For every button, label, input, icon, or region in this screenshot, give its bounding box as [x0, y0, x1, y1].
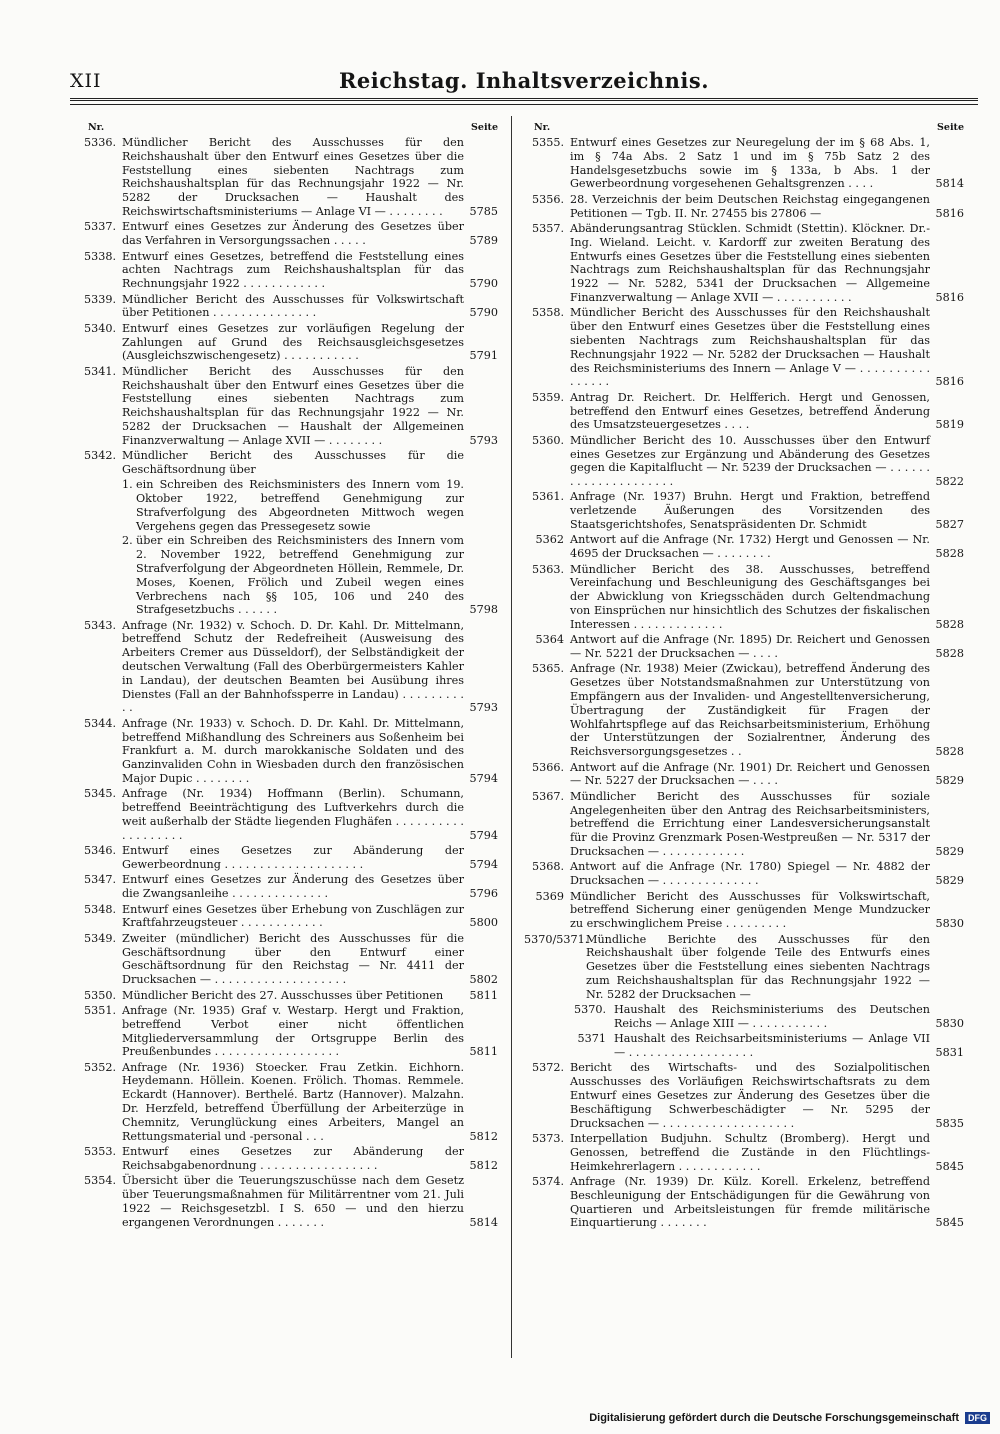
- entry-title: Anfrage (Nr. 1933) v. Schoch. D. Dr. Kahl. Dr. Mittelmann, betreffend Mißhandlung des Schreiners aus Soßenheim bei Frankfurt a. M. durch marokkanische Soldaten und des Ganzinvaliden Cohn in Wiesbaden durch den französischen Major Dupic . . . . . . . .: [122, 716, 464, 785]
- entry-number: 5352.: [83, 1060, 116, 1074]
- entry-title: Antwort auf die Anfrage (Nr. 1895) Dr. Reichert und Genossen — Nr. 5221 der Drucksachen — . . . .: [570, 633, 930, 661]
- entry-page: 5828: [935, 647, 964, 661]
- entry-page: 5830: [935, 917, 964, 931]
- toc-entry: [78, 787, 498, 842]
- entry-title: Antwort auf die Anfrage (Nr. 1780) Spiegel — Nr. 4882 der Drucksachen — . . . . . . . . . . . . . .: [570, 860, 930, 888]
- toc-entry: [524, 1175, 964, 1230]
- entry-number: 5362: [535, 533, 564, 547]
- entry-page: 5785: [469, 204, 498, 218]
- entry-number: 5338.: [83, 249, 116, 263]
- toc-entry: [524, 533, 964, 561]
- page-header: [70, 68, 978, 98]
- entry-page: 5828: [935, 745, 964, 759]
- sub-item-marker: 1.: [122, 478, 133, 492]
- entry-title: Entwurf eines Gesetzes zur Abänderung der Gewerbeordnung . . . . . . . . . . . . . . . . . . . .: [122, 844, 464, 871]
- entry-page: 5793: [469, 701, 498, 715]
- entry-title: Entwurf eines Gesetzes zur Änderung des Gesetzes über das Verfahren in Versorgungssachen . . . . .: [122, 220, 464, 248]
- toc-entry: [524, 222, 964, 305]
- toc-entry: [78, 1174, 498, 1229]
- entry-title: Mündliche Berichte des Ausschusses für den Reichshaushalt über folgende Teile des Entwurfs eines Gesetzes über die Feststellung eines siebenten Nachtrags zum Reichshaushaltsplan für das Rechnungsjahr 1922 — Nr. 5282 der Drucksachen —: [586, 932, 930, 1001]
- entry-number: 5341.: [83, 364, 116, 378]
- entry-page: 5811: [469, 988, 498, 1002]
- entry-title: Mündlicher Bericht des Ausschusses für den Reichshaushalt über den Entwurf eines Gesetzes über die Feststellung eines siebenten Nachtrags zum Reichshaushaltsplan für das Rechnungsjahr 1922 — Nr. 5282 der Drucksachen — Haushalt des Reichsministeriums des Innern — Anlage V — . . . . . . . . . . . . . . . .: [570, 306, 930, 389]
- toc-entry: [78, 717, 498, 786]
- entry-number: 5355.: [531, 136, 564, 149]
- entry-number: 5353.: [83, 1145, 116, 1159]
- toc-subentry: [524, 1003, 964, 1031]
- entry-title: Mündlicher Bericht des 27. Ausschusses über Petitionen: [122, 988, 444, 1002]
- sub-list: [78, 478, 498, 617]
- toc-entry: [524, 490, 964, 531]
- entry-page: 5845: [935, 1216, 964, 1230]
- entry-page: 5816: [935, 206, 964, 220]
- entry-number: 5370/5371.: [524, 932, 589, 946]
- entry-title: Mündlicher Bericht des 10. Ausschusses über den Entwurf eines Gesetzes zur Ergänzung und Abänderung des Gesetzes gegen die Kapitalflucht — Nr. 5239 der Drucksachen — . . . . . . . . . . . . . . . . . . . . .: [570, 433, 930, 489]
- entry-page: 5800: [469, 916, 498, 930]
- nr-label: Nr.: [534, 122, 551, 133]
- footer: [589, 1412, 990, 1424]
- toc-entry: [78, 250, 498, 291]
- entry-title: Bericht des Wirtschafts- und des Sozialpolitischen Ausschusses des Vorläufigen Reichswirtschaftsrats zu dem Entwurf eines Gesetzes zur Änderung des Gesetzes über die Beschäftigung Schwerbeschädigter — Nr. 5295 der Drucksachen — . . . . . . . . . . . . . . . . . . .: [570, 1061, 930, 1130]
- toc-entry: [524, 860, 964, 888]
- entry-number: 5339.: [83, 292, 116, 306]
- entry-title: Übersicht über die Teuerungszuschüsse nach dem Gesetz über Teuerungsmaßnahmen für Militärrentner vom 21. Juli 1922 — Reichsgesetzbl. I S. 650 — und den hierzu ergangenen Verordnungen . . . . . . .: [122, 1174, 464, 1229]
- entry-page: 5812: [469, 1129, 498, 1143]
- left-column: [78, 120, 498, 1231]
- entry-title: Anfrage (Nr. 1937) Bruhn. Hergt und Fraktion, betreffend verletzende Äußerungen des Vorsitzenden des Staatsgerichtshofes, Senatspräsidenten Dr. Schmidt: [570, 490, 930, 532]
- entry-number: 5373.: [531, 1132, 564, 1146]
- entry-title: Abänderungsantrag Stücklen. Schmidt (Stettin). Klöckner. Dr.-Ing. Wieland. Leicht. v. Kardorff zur zweiten Beratung des Entwurfs eines Gesetzes über die Feststellung eines siebenten Nachtrags zum Reichshaushaltsplan für das Rechnungsjahr 1922 — Nr. 5282, 5341 der Drucksachen — Allgemeine Finanzverwaltung — Anlage XVII — . . . . . . . . . . .: [570, 221, 930, 304]
- entry-page: 5794: [469, 772, 498, 785]
- entry-page: 5790: [469, 277, 498, 291]
- toc-entry: [524, 890, 964, 931]
- entry-page: 5814: [935, 177, 964, 191]
- entry-title: 28. Verzeichnis der beim Deutschen Reichstag eingegangenen Petitionen — Tgb. II. Nr. 27455 bis 27806 —: [570, 192, 930, 220]
- toc-entry: [524, 391, 964, 432]
- toc-entry: [78, 873, 498, 901]
- page-title: Reichstag. Inhaltsverzeichnis.: [338, 68, 710, 93]
- toc-entry: [78, 1061, 498, 1144]
- entry-title: Anfrage (Nr. 1935) Graf v. Westarp. Hergt und Fraktion, betreffend Verbot einer nicht öffentlichen Mitgliederversammlung der Ortsgruppe Berlin des Preußenbundes . . . . . . . . . . . . . . . . . .: [122, 1003, 464, 1059]
- entry-number: 5371: [577, 1032, 606, 1046]
- entry-page: 5822: [935, 475, 964, 489]
- entry-number: 5343.: [83, 618, 116, 632]
- entry-number: 5347.: [83, 873, 116, 887]
- entry-title: Entwurf eines Gesetzes über Erhebung von Zuschlägen zur Kraftfahrzeugsteuer . . . . . . . . . . . .: [122, 902, 464, 930]
- entry-number: 5369: [535, 889, 564, 903]
- entry-title: Anfrage (Nr. 1938) Meier (Zwickau), betreffend Änderung des Gesetzes über Notstandsmaßnahmen zur Unterstützung von Empfängern aus der Invaliden- und Angestelltenversicherung, Übertragung der Zuständigkeit für Fragen der Wohlfahrtspflege auf das Reichsarbeitsministerium, Erhöhung der Unterstützungen der Sozialrentner, Änderung des Reichsversorgungsgesetzes . .: [570, 662, 930, 759]
- column-divider: [511, 116, 512, 1358]
- sub-item: [122, 534, 464, 617]
- toc-entry: [524, 306, 964, 389]
- page-number: XII: [70, 70, 102, 92]
- toc-entry: [78, 449, 498, 477]
- entry-number: 5350.: [83, 988, 116, 1002]
- sub-item-marker: 2.: [122, 534, 133, 548]
- entry-number: 5349.: [83, 931, 116, 945]
- header-rule: [70, 98, 978, 101]
- entry-number: 5348.: [83, 902, 116, 916]
- entry-number: 5374.: [531, 1175, 564, 1189]
- entry-number: 5356.: [531, 192, 564, 206]
- entry-title: Zweiter (mündlicher) Bericht des Ausschusses für die Geschäftsordnung über den Entwurf einer Geschäftsordnung für den Reichstag — Nr. 4411 der Drucksachen — . . . . . . . . . . . . . . . . . . .: [122, 931, 464, 987]
- footer-text: Digitalisierung gefördert durch die Deutsche Forschungsgemeinschaft: [589, 1412, 959, 1424]
- entry-page: 5794: [469, 857, 498, 871]
- entry-page: 5814: [469, 1215, 498, 1229]
- entry-title: Entwurf eines Gesetzes zur Änderung des Gesetzes über die Zwangsanleihe . . . . . . . . . . . . . .: [122, 873, 464, 901]
- entry-page: 5812: [469, 1158, 498, 1172]
- entry-page: 5831: [935, 1046, 964, 1060]
- toc-entry: [524, 933, 964, 1002]
- entry-number: 5360.: [531, 433, 564, 447]
- entry-title: Anfrage (Nr. 1939) Dr. Külz. Korell. Erkelenz, betreffend Beschleunigung der Entschädigungen für die Gewährung von Quartieren und Arbeitsleistungen für fremde militärische Einquartierung . . . . . . .: [570, 1175, 930, 1230]
- toc-entry: [78, 220, 498, 248]
- entry-title: Mündlicher Bericht des Ausschusses für den Reichshaushalt über den Entwurf eines Gesetzes über die Feststellung eines siebenten Nachtrags zum Reichshaushaltsplan für das Rechnungsjahr 1922 — Nr. 5282 der Drucksachen — Haushalt des Reichswirtschaftsministeriums — Anlage VI — . . . . . . . .: [122, 136, 464, 218]
- entry-page: 5828: [935, 617, 964, 631]
- toc-entry: [78, 293, 498, 321]
- entry-page: 5816: [935, 375, 964, 389]
- entry-page: 5827: [935, 518, 964, 532]
- entry-title: Anfrage (Nr. 1932) v. Schoch. D. Dr. Kahl. Dr. Mittelmann, betreffend Schutz der Redefreiheit (Ausweisung des Arbeiters Cremer aus Düsseldorf), der Selbständigkeit der deutschen Verwaltung (Fall des Oberbürgermeisters Kahler in Landau), der deutschen Beamten bei Ausübung ihres Dienstes (Fall an der Bahnhofssperre in Landau) . . . . . . . . . . .: [122, 618, 464, 715]
- entry-number: 5357.: [531, 221, 564, 235]
- dfg-logo: DFG: [965, 1412, 990, 1424]
- toc-entry: [524, 193, 964, 221]
- entry-title: Antwort auf die Anfrage (Nr. 1901) Dr. Reichert und Genossen — Nr. 5227 der Drucksachen — . . . .: [570, 760, 930, 788]
- entry-number: 5354.: [83, 1174, 116, 1188]
- entry-number: 5344.: [83, 716, 116, 730]
- toc-entry: [78, 1145, 498, 1173]
- toc-entry: [524, 1061, 964, 1130]
- right-column: [524, 120, 964, 1232]
- column-head: [524, 120, 964, 136]
- seite-label: Seite: [937, 122, 964, 133]
- toc-entry: [78, 619, 498, 716]
- entry-page: 5828: [935, 547, 964, 561]
- entry-title: Mündlicher Bericht des Ausschusses für den Reichshaushalt über den Entwurf eines Gesetzes über die Feststellung eines siebenten Nachtrags zum Reichshaushaltsplan für das Rechnungsjahr 1922 — Nr. 5282 der Drucksachen — Haushalt der Allgemeinen Finanzverwaltung — Anlage XVII — . . . . . . . .: [122, 364, 464, 447]
- entry-title: Anfrage (Nr. 1936) Stoecker. Frau Zetkin. Eichhorn. Heydemann. Höllein. Koenen. Frölich. Thomas. Remmele. Eckardt (Hannover). Berthelé. Bartz (Hannover). Malzahn. Dr. Herzfeld, betreffend Überfüllung der Arbeiterzüge in Chemnitz, Verunglückung eines Arbeiters, Mangel an Rettungsmaterial und -personal . . .: [122, 1060, 464, 1143]
- sub-item: [122, 478, 464, 533]
- entry-page: 5829: [935, 874, 964, 888]
- entry-page: 5816: [935, 290, 964, 304]
- entry-title: Antwort auf die Anfrage (Nr. 1732) Hergt und Genossen — Nr. 4695 der Drucksachen — . . . . . . . .: [570, 533, 930, 561]
- toc-entry: [78, 136, 498, 219]
- entry-page: 5790: [469, 306, 498, 320]
- entry-number: 5368.: [531, 860, 564, 874]
- entry-number: 5372.: [531, 1061, 564, 1075]
- entry-title: Haushalt des Reichsministeriums des Deutschen Reichs — Anlage XIII — . . . . . . . . . . .: [614, 1003, 930, 1030]
- toc-entry: [78, 903, 498, 931]
- toc-entry: [524, 434, 964, 489]
- entry-number: 5345.: [83, 787, 116, 801]
- entry-title: Entwurf eines Gesetzes, betreffend die Feststellung eines achten Nachtrags zum Reichshaushaltsplan für das Rechnungsjahr 1922 . . . . . . . . . . . .: [122, 249, 464, 291]
- entry-title: Entwurf eines Gesetzes zur Abänderung der Reichsabgabenordnung . . . . . . . . . . . . . . . . .: [122, 1145, 464, 1172]
- toc-entry: [524, 662, 964, 759]
- entry-page: 5829: [935, 844, 964, 858]
- entry-page: 5819: [935, 418, 964, 432]
- entry-title: Entwurf eines Gesetzes zur Neuregelung der im § 68 Abs. 1, im § 74a Abs. 2 Satz 1 und im § 75b Satz 2 des Handelsgesetzbuchs sowie im § 133a, b Abs. 1 der Gewerbeordnung vorgesehenen Gehaltsgrenzen . . . .: [570, 136, 930, 191]
- column-head: [78, 120, 498, 136]
- sub-item-text: ein Schreiben des Reichsministers des Innern vom 19. Oktober 1922, betreffend Genehmigung zur Strafverfolgung des Abgeordneten Mittwoch wegen Vergehens gegen das Pressegesetz sowie: [136, 478, 464, 533]
- entry-page: 5811: [469, 1045, 498, 1059]
- entry-number: 5346.: [83, 844, 116, 858]
- entry-number: 5336.: [83, 136, 116, 149]
- toc-entry: [524, 790, 964, 859]
- entry-page: 5845: [935, 1159, 964, 1173]
- toc-entry: [524, 1132, 964, 1173]
- toc-entry: [78, 365, 498, 448]
- entry-page: 5802: [469, 973, 498, 987]
- entry-title: Anfrage (Nr. 1934) Hoffmann (Berlin). Schumann, betreffend Beeinträchtigung des Luftverkehrs durch die weit außerhalb der Städte liegenden Flughäfen . . . . . . . . . . . . . . . . . . .: [122, 787, 464, 842]
- entry-number: 5365.: [531, 662, 564, 676]
- entry-number: 5366.: [531, 760, 564, 774]
- entry-number: 5358.: [531, 306, 564, 320]
- entry-page: 5789: [469, 234, 498, 248]
- entry-page: 5796: [469, 887, 498, 901]
- toc-entry: [78, 844, 498, 872]
- sub-item-text: über ein Schreiben des Reichsministers des Innern vom 2. November 1922, betreffend Genehmigung zur Strafverfolgung der Abgeordneten Höllein, Remmele, Dr. Moses, Koenen, Frölich und Zubeil wegen eines Verbrechens nach §§ 105, 106 und 240 des Strafgesetzbuchs . . . . . .: [136, 534, 464, 617]
- entry-title: Antrag Dr. Reichert. Dr. Helfferich. Hergt und Genossen, betreffend den Entwurf eines Gesetzes, betreffend Änderung des Umsatzsteuergesetzes . . . .: [570, 390, 930, 432]
- entry-number: 5340.: [83, 321, 116, 335]
- entry-page: 5794: [469, 828, 498, 842]
- entry-number: 5361.: [531, 490, 564, 504]
- toc-entry: [524, 136, 964, 191]
- toc-entry: [524, 563, 964, 632]
- entry-page: 5829: [935, 774, 964, 788]
- seite-label: Seite: [471, 122, 498, 133]
- entry-number: 5351.: [83, 1003, 116, 1017]
- entry-number: 5342.: [83, 449, 116, 463]
- entry-title: Mündlicher Bericht des Ausschusses für die Geschäftsordnung über: [122, 449, 464, 476]
- toc-subentry: [524, 1032, 964, 1060]
- entry-number: 5363.: [531, 562, 564, 576]
- entry-number: 5370.: [573, 1003, 606, 1017]
- entry-title: Entwurf eines Gesetzes zur vorläufigen Regelung der Zahlungen auf Grund des Reichsausgleichsgesetzes (Ausgleichszwischengesetz) . . . . . . . . . . .: [122, 321, 464, 363]
- nr-label: Nr.: [88, 122, 105, 133]
- entry-number: 5364: [535, 633, 564, 647]
- entry-number: 5337.: [83, 220, 116, 234]
- entry-title: Interpellation Budjuhn. Schultz (Bromberg). Hergt und Genossen, betreffend die Zustände in den Flüchtlings-Heimkehrerlagern . . . . . . . . . . . .: [570, 1132, 930, 1173]
- entry-title: Mündlicher Bericht des Ausschusses für soziale Angelegenheiten über den Antrag des Reichsarbeitsministers, betreffend die Errichtung einer Landesversicherungsanstalt für die Provinz Grenzmark Posen-Westpreußen — Nr. 5317 der Drucksachen — . . . . . . . . . . . .: [570, 789, 930, 858]
- entry-title: Mündlicher Bericht des Ausschusses für Volkswirtschaft, betreffend Sicherung einer genügenden Menge Mundzucker zu erschwinglichem Preise . . . . . . . . .: [570, 889, 930, 931]
- toc-entry: [524, 633, 964, 661]
- entry-page: 5798: [469, 603, 498, 617]
- entry-page: 5791: [469, 349, 498, 363]
- toc-entry: [78, 932, 498, 987]
- entry-title: Mündlicher Bericht des 38. Ausschusses, betreffend Vereinfachung und Beschleunigung des Geschäftsganges bei der Abwicklung von Kriegsschäden durch Geltendmachung von Einsprüchen nur hinsichtlich des Schutzes der fiskalischen Interessen . . . . . . . . . . . . .: [570, 562, 930, 631]
- entry-page: 5830: [935, 1016, 964, 1030]
- header-rule-thin: [70, 104, 978, 105]
- entry-title: Mündlicher Bericht des Ausschusses für Volkswirtschaft über Petitionen . . . . . . . . . . . . . . .: [122, 292, 464, 320]
- entry-number: 5359.: [531, 390, 564, 404]
- entry-title: Haushalt des Reichsarbeitsministeriums — Anlage VII — . . . . . . . . . . . . . . . . . .: [614, 1032, 930, 1060]
- entry-page: 5793: [469, 433, 498, 447]
- entry-page: 5835: [935, 1116, 964, 1130]
- toc-entry: [78, 1004, 498, 1059]
- toc-entry: [78, 322, 498, 363]
- toc-entry: [78, 989, 498, 1003]
- entry-number: 5367.: [531, 789, 564, 803]
- toc-entry: [524, 761, 964, 789]
